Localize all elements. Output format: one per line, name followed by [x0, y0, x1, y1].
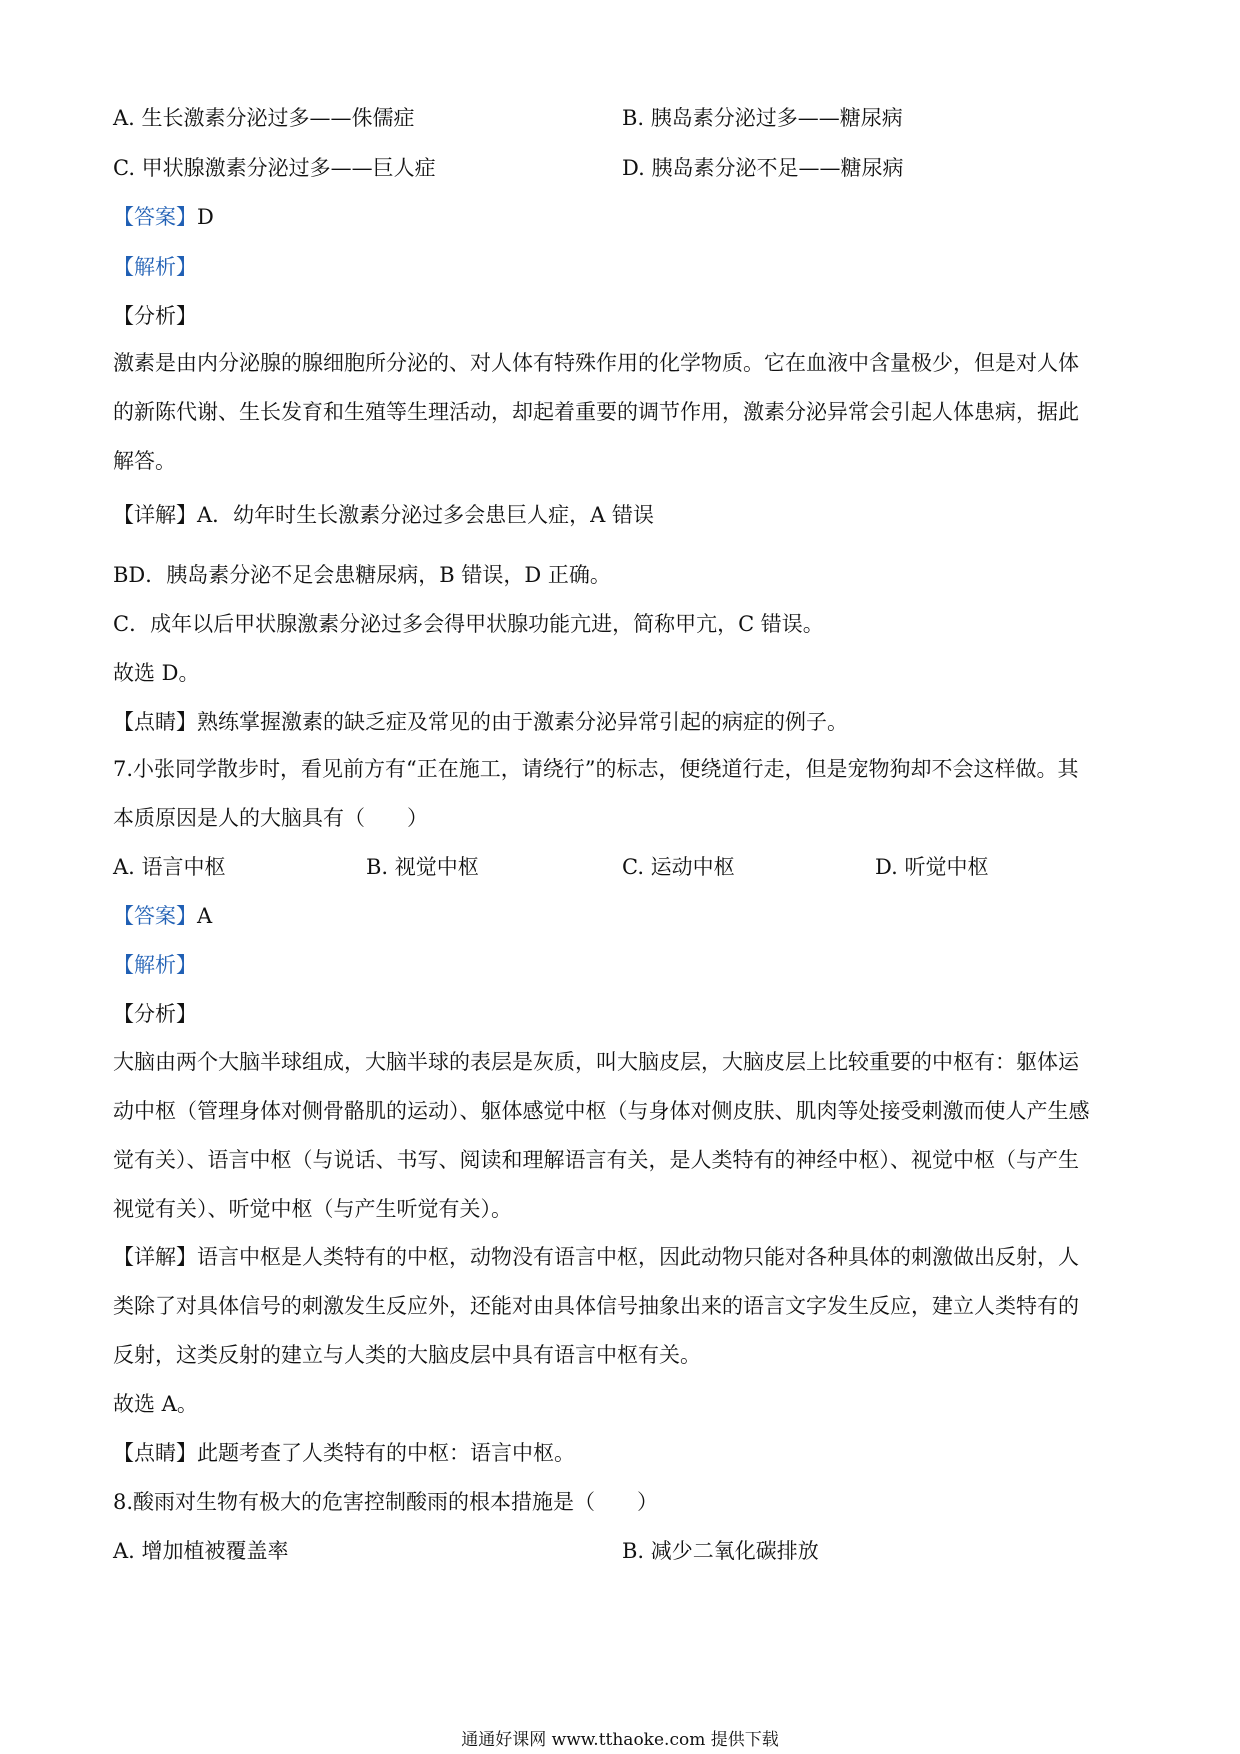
q6-choose: 故选 D。: [113, 661, 200, 685]
q8-stem: 8.酸雨对生物有极大的危害控制酸雨的根本措施是（ ）: [113, 1490, 659, 1514]
detail-tag: 【详解】: [113, 503, 197, 527]
comment-tag: 【点睛】: [113, 710, 197, 734]
q6-analysis: [113, 339, 1128, 486]
q6-answer-line: [113, 204, 214, 230]
detail-tag: 【详解】: [113, 1245, 197, 1269]
q7-option-d: D. 听觉中枢: [875, 855, 989, 879]
q6-option-a: A. 生长激素分泌过多——侏儒症: [113, 106, 415, 130]
q7-detail-line-2: 类除了对具体信号的刺激发生反应外，还能对由具体信号抽象出来的语言文字发生反应，建立人类特有的: [113, 1294, 1079, 1318]
answer-value: D: [197, 205, 214, 229]
q6-analysis-line-1: 激素是由内分泌腺的腺细胞所分泌的、对人体有特殊作用的化学物质。它在血液中含量极少，但是对人体: [113, 351, 1079, 375]
q8-option-b: B. 减少二氧化碳排放: [622, 1539, 819, 1563]
answer-value: A: [197, 904, 213, 928]
q6-option-c: C. 甲状腺激素分泌过多——巨人症: [113, 156, 436, 180]
q6-analysis-line-2: 的新陈代谢、生长发育和生殖等生理活动，却起着重要的调节作用，激素分泌异常会引起人体患病，据此: [113, 400, 1079, 424]
q7-analysis-line-3: 觉有关）、语言中枢（与说话、书写、阅读和理解语言有关，是人类特有的神经中枢）、视觉中枢（与产生: [113, 1148, 1079, 1172]
q7-analysis-line-1: 大脑由两个大脑半球组成，大脑半球的表层是灰质，叫大脑皮层，大脑皮层上比较重要的中枢有：躯体运: [113, 1050, 1079, 1074]
q7-option-c: C. 运动中枢: [622, 855, 735, 879]
answer-tag: 【答案】: [113, 904, 197, 928]
answer-tag: 【答案】: [113, 205, 197, 229]
comment-tag: 【点睛】: [113, 1441, 197, 1465]
q6-option-d: D. 胰岛素分泌不足——糖尿病: [622, 156, 904, 180]
q7-stem-line-2: 本质原因是人的大脑具有（ ）: [113, 806, 428, 830]
detail-text: A．幼年时生长激素分泌过多会患巨人症，A 错误: [197, 503, 655, 527]
q7-stem: [113, 745, 1128, 843]
q7-fenxi-tag: 【分析】: [113, 1002, 197, 1026]
q6-analysis-line-3: 解答。: [113, 449, 176, 473]
q6-detail-c: C．成年以后甲状腺激素分泌过多会得甲状腺功能亢进，简称甲亢，C 错误。: [113, 612, 824, 636]
q7-answer-line: [113, 903, 212, 929]
q6-jiexi-tag: 【解析】: [113, 255, 197, 279]
q7-detail-line-3: 反射，这类反射的建立与人类的大脑皮层中具有语言中枢有关。: [113, 1343, 701, 1367]
q7-detail: [113, 1233, 1128, 1380]
q7-analysis-line-4: 视觉有关）、听觉中枢（与产生听觉有关）。: [113, 1197, 512, 1221]
q6-option-b: B. 胰岛素分泌过多——糖尿病: [622, 106, 903, 130]
q7-jiexi-tag: 【解析】: [113, 953, 197, 977]
q7-stem-line-1: 7.小张同学散步时，看见前方有“正在施工，请绕行”的标志，便绕道行走，但是宠物狗却不会这样做。其: [113, 757, 1079, 781]
page-footer: 通通好课网 www.tthaoke.com 提供下载: [461, 1730, 779, 1750]
q7-option-a: A. 语言中枢: [113, 855, 226, 879]
q7-choose: 故选 A。: [113, 1392, 198, 1416]
q6-fenxi-tag: 【分析】: [113, 304, 197, 328]
q7-analysis-line-2: 动中枢（管理身体对侧骨骼肌的运动）、躯体感觉中枢（与身体对侧皮肤、肌肉等处接受刺激而使人产生感: [113, 1099, 1090, 1123]
q7-option-b: B. 视觉中枢: [366, 855, 479, 879]
q6-detail-bd: BD．胰岛素分泌不足会患糖尿病，B 错误，D 正确。: [113, 563, 611, 587]
comment-text: 熟练掌握激素的缺乏症及常见的由于激素分泌异常引起的病症的例子。: [197, 710, 848, 734]
q7-comment-line: [113, 1440, 575, 1466]
q7-detail-line-1: [113, 1233, 1128, 1282]
q6-detail-line: [113, 502, 654, 528]
q7-analysis: [113, 1038, 1128, 1234]
q6-comment-line: [113, 709, 848, 735]
detail-text: 语言中枢是人类特有的中枢，动物没有语言中枢，因此动物只能对各种具体的刺激做出反射，人: [197, 1245, 1079, 1269]
comment-text: 此题考查了人类特有的中枢：语言中枢。: [197, 1441, 575, 1465]
q8-option-a: A. 增加植被覆盖率: [113, 1539, 289, 1563]
